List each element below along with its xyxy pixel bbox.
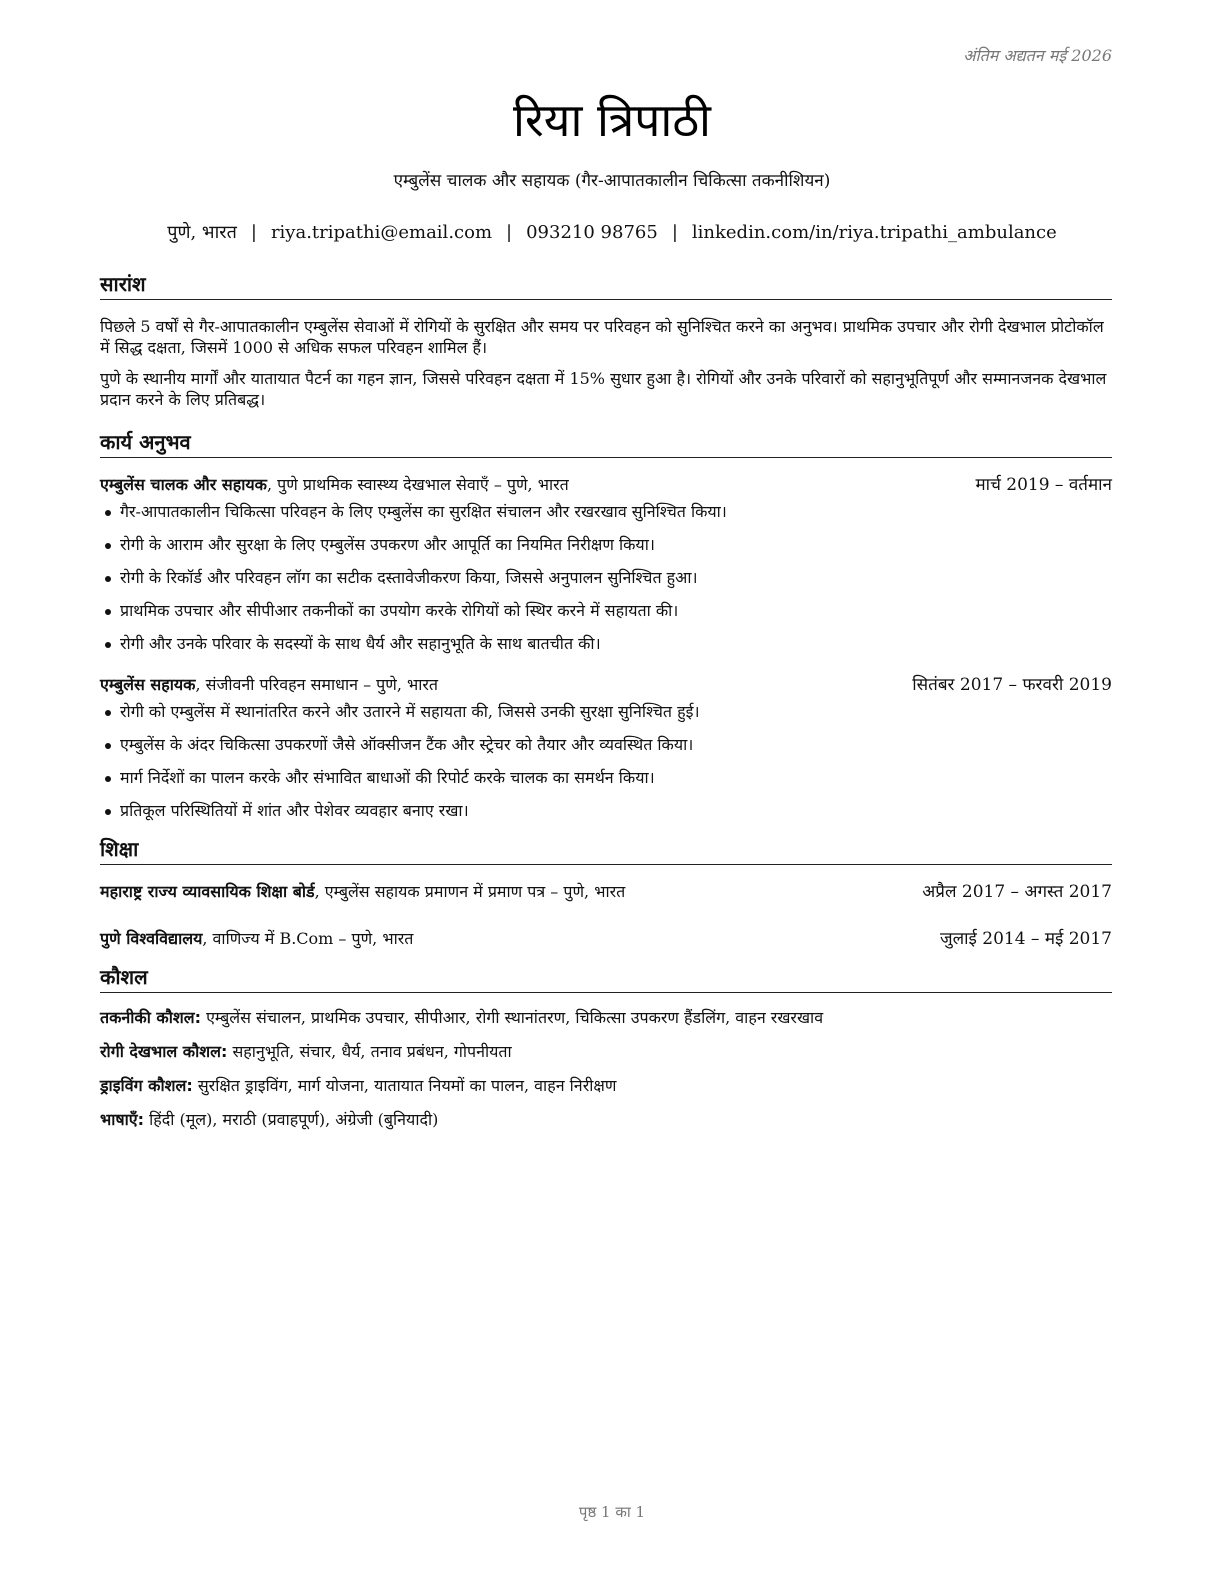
skill-value: सुरक्षित ड्राइविंग, मार्ग योजना, यातायात नियमों का पालन, वाहन निरीक्षण <box>192 1076 617 1095</box>
contact-linkedin[interactable]: linkedin.com/in/riya.tripathi_ambulance <box>691 222 1057 243</box>
skill-label: भाषाएँ: <box>100 1110 145 1129</box>
job-header <box>100 472 1112 495</box>
candidate-name: रिया त्रिपाठी <box>513 93 711 147</box>
skill-line <box>100 1041 1112 1063</box>
job-org: , पुणे प्राथमिक स्वास्थ्य देखभाल सेवाएँ – पुणे, भारत <box>266 475 569 494</box>
job-bullet: प्राथमिक उपचार और सीपीआर तकनीकों का उपयोग करके रोगियों को स्थिर करने में सहायता की। <box>100 600 1112 622</box>
contact-separator: | <box>506 222 513 243</box>
skill-line <box>100 1075 1112 1097</box>
job-role: एम्बुलेंस चालक और सहायक <box>100 475 267 494</box>
job-org: , संजीवनी परिवहन समाधान – पुणे, भारत <box>195 675 439 694</box>
education-item <box>100 926 1112 949</box>
resume-content <box>100 270 1112 1143</box>
job-bullets <box>100 701 1112 822</box>
summary-paragraph: पुणे के स्थानीय मार्गों और यातायात पैटर्न का गहन ज्ञान, जिससे परिवहन दक्षता में 15% सुधार हुआ है। रोगियों और उनके परिवारों को सहानुभूतिपूर्ण और सम्मानजनक देखभाल प्रदान करने के लिए प्रतिबद्ध। <box>100 369 1107 409</box>
contact-separator: | <box>250 222 257 243</box>
job-bullet: रोगी और उनके परिवार के सदस्यों के साथ धैर्य और सहानुभूति के साथ बातचीत की। <box>100 633 1112 655</box>
job-dates: मार्च 2019 – वर्तमान <box>975 475 1112 495</box>
summary-heading: सारांश <box>100 270 1112 300</box>
skill-line <box>100 1007 1112 1029</box>
skill-label: तकनीकी कौशल: <box>100 1008 201 1027</box>
experience-heading: कार्य अनुभव <box>100 428 1112 458</box>
summary-paragraph: पिछले 5 वर्षों से गैर-आपातकालीन एम्बुलेंस सेवाओं में रोगियों के सुरक्षित और समय पर परिवहन को सुनिश्चित करने का अनुभव। प्राथमिक उपचार और रोगी देखभाल प्रोटोकॉल में सिद्ध दक्षता, जिसमें 1000 से अधिक सफल परिवहन शामिल हैं। <box>100 317 1104 357</box>
contact-location: पुणे, भारत <box>167 222 237 243</box>
job-bullet: मार्ग निर्देशों का पालन करके और संभावित बाधाओं की रिपोर्ट करके चालक का समर्थन किया। <box>100 767 1112 789</box>
education-dates: अप्रैल 2017 – अगस्त 2017 <box>922 882 1112 902</box>
contact-separator: | <box>671 222 678 243</box>
contact-email[interactable]: riya.tripathi@email.com <box>270 222 493 243</box>
contact-phone[interactable]: 093210 98765 <box>526 222 658 243</box>
job-dates: सितंबर 2017 – फरवरी 2019 <box>912 675 1112 695</box>
candidate-headline: एम्बुलेंस चालक और सहायक (गैर-आपातकालीन चिकित्सा तकनीशियन) <box>393 171 831 191</box>
job-header <box>100 672 1112 695</box>
skills-heading: कौशल <box>100 963 1112 993</box>
education-item <box>100 879 1112 902</box>
skill-label: ड्राइविंग कौशल: <box>100 1076 193 1095</box>
skill-label: रोगी देखभाल कौशल: <box>100 1042 228 1061</box>
contact-line <box>0 220 1224 244</box>
skill-value: हिंदी (मूल), मराठी (प्रवाहपूर्ण), अंग्रेजी (बुनियादी) <box>144 1110 439 1129</box>
job-bullet: रोगी को एम्बुलेंस में स्थानांतरित करने और उतारने में सहायता की, जिससे उनकी सुरक्षा सुनिश्चित हुई। <box>100 701 1112 723</box>
job-role: एम्बुलेंस सहायक <box>100 675 196 694</box>
skill-value: सहानुभूति, संचार, धैर्य, तनाव प्रबंधन, गोपनीयता <box>227 1042 512 1061</box>
job-bullet: गैर-आपातकालीन चिकित्सा परिवहन के लिए एम्बुलेंस का सुरक्षित संचालन और रखरखाव सुनिश्चित किया। <box>100 501 1112 523</box>
job-bullet: रोगी के आराम और सुरक्षा के लिए एम्बुलेंस उपकरण और आपूर्ति का नियमित निरीक्षण किया। <box>100 534 1112 556</box>
job-bullet: एम्बुलेंस के अंदर चिकित्सा उपकरणों जैसे ऑक्सीजन टैंक और स्ट्रेचर को तैयार और व्यवस्थित किया। <box>100 734 1112 756</box>
education-institution: पुणे विश्वविद्यालय <box>100 929 203 948</box>
education-detail: , वाणिज्य में B.Com – पुणे, भारत <box>202 929 414 948</box>
education-institution: महाराष्ट्र राज्य व्यावसायिक शिक्षा बोर्ड <box>100 882 315 901</box>
page-number: पृष्ठ 1 का 1 <box>578 1503 646 1521</box>
job-bullet: प्रतिकूल परिस्थितियों में शांत और पेशेवर व्यवहार बनाए रखा। <box>100 800 1112 822</box>
education-dates: जुलाई 2014 – मई 2017 <box>939 929 1112 949</box>
skill-value: एम्बुलेंस संचालन, प्राथमिक उपचार, सीपीआर, रोगी स्थानांतरण, चिकित्सा उपकरण हैंडलिंग, वाहन रखरखाव <box>201 1008 824 1027</box>
last-updated: अंतिम अद्यतन मई 2026 <box>963 46 1112 65</box>
skill-line <box>100 1109 1112 1131</box>
job-bullets <box>100 501 1112 655</box>
job-bullet: रोगी के रिकॉर्ड और परिवहन लॉग का सटीक दस्तावेजीकरण किया, जिससे अनुपालन सुनिश्चित हुआ। <box>100 567 1112 589</box>
education-heading: शिक्षा <box>100 835 1112 865</box>
education-detail: , एम्बुलेंस सहायक प्रमाणन में प्रमाण पत्र – पुणे, भारत <box>314 882 626 901</box>
